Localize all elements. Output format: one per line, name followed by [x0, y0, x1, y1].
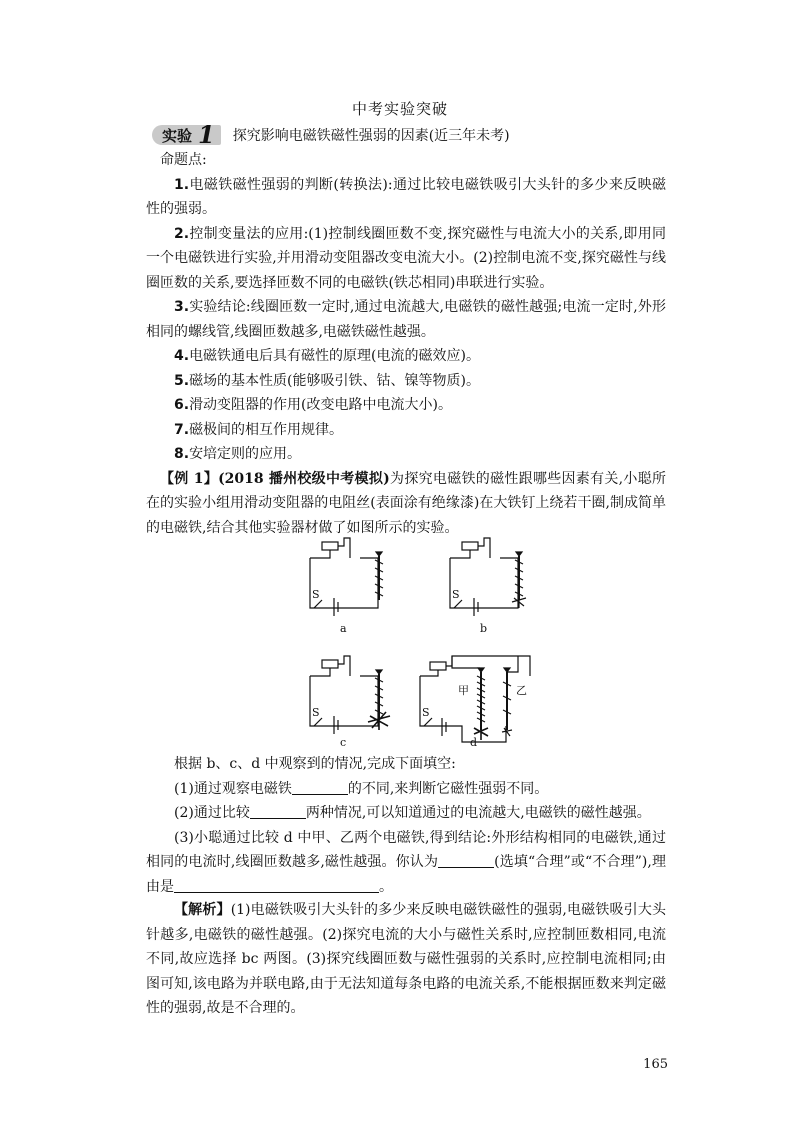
experiment-title: 探究影响电磁铁磁性强弱的因素(近三年未考): [232, 128, 510, 144]
point-3: 3.实验结论:线圈匝数一定时,通过电流越大,电磁铁的磁性越强;电流一定时,外形相同的螺线管,线圈匝数越多,电磁铁磁性越强。: [146, 299, 666, 340]
page-title: 中考实验突破: [351, 100, 448, 118]
questions-intro: 根据 b、c、d 中观察到的情况,完成下面填空:: [174, 756, 456, 772]
experiment-heading: [152, 120, 510, 149]
figure-label-c: c: [340, 736, 347, 748]
switch-label-d: S: [422, 706, 430, 719]
figure-label-b: b: [480, 622, 488, 635]
point-2: 2.控制变量法的应用:(1)控制线圈匝数不变,探究磁性与电流大小的关系,即用同一个电磁铁进行实验,并用滑动变阻器改变电流大小。(2)控制电流不变,探究磁性与线圈匝数的关系,要选择匝数不同的电磁铁(铁芯相同)串联进行实验。: [146, 225, 666, 291]
experiment-number: 1: [198, 120, 215, 149]
point-8: 8.安培定则的应用。: [174, 446, 302, 462]
point-7: 7.磁极间的相互作用规律。: [174, 421, 344, 438]
point-4: 4.电磁铁通电后具有磁性的原理(电流的磁效应)。: [174, 348, 480, 364]
circuit-b: [450, 538, 526, 616]
magnet-label-jia: 甲: [458, 684, 469, 697]
points-section: [146, 148, 666, 540]
figure-label-d: d: [470, 736, 478, 748]
switch-label-a: S: [312, 588, 320, 601]
example-paragraph: 【例 1】(2018 播州校级中考模拟)为探究电磁铁的磁性跟哪些因素有关,小聪所在的实验小组用滑动变阻器的电阻丝(表面涂有绝缘漆)在大铁钉上绕若干圈,制成简单的电磁铁,结合其他实验器材做了如图所示的实验。: [146, 470, 666, 536]
answer-blank-4[interactable]: [174, 878, 379, 893]
experiment-word: 实验: [162, 126, 193, 145]
circuit-c: [310, 656, 390, 734]
circuit-figures: [300, 528, 550, 748]
analysis-section: [146, 898, 666, 1021]
points-label: 命题点:: [160, 152, 207, 168]
question-2: (2)通过比较 两种情况,可以知道通过的电流越大,电磁铁的磁性越强。: [174, 805, 651, 821]
question-1: (1)通过观察电磁铁 的不同,来判断它磁性强弱不同。: [174, 780, 549, 797]
experiment-badge: [152, 120, 221, 149]
switch-label-b: S: [452, 588, 460, 601]
questions-section: [146, 752, 666, 899]
question-3: (3)小聪通过比较 d 中甲、乙两个电磁铁,得到结论:外形结构相同的电磁铁,通过相同的电流时,线圈匝数越多,磁性越强。你认为 (选填“合理”或“不合理”),理由是 。: [146, 829, 666, 895]
answer-blank-2[interactable]: [250, 804, 306, 819]
point-5: 5.磁场的基本性质(能够吸引铁、钴、镍等物质)。: [174, 372, 480, 389]
point-6: 6.滑动变阻器的作用(改变电路中电流大小)。: [174, 397, 452, 413]
switch-label-c: S: [312, 706, 320, 719]
figure-label-a: a: [340, 622, 347, 635]
circuit-a: [310, 538, 383, 616]
answer-blank-3[interactable]: [438, 853, 494, 868]
page-number: 165: [643, 1057, 668, 1072]
analysis-paragraph: 【解析】(1)电磁铁吸引大头针的多少来反映电磁铁磁性的强弱,电磁铁吸引大头针越多,电磁铁的磁性越强。(2)探究电流的大小与磁性关系时,应控制匝数相同,电流不同,故应选择 bc 两图。(3)探究线圈匝数与磁性强弱的关系时,应控制电流相同;由图可知,该电路为并联电路,由于无法知道每条电路的电流关系,不能根据匝数来判定磁性的强弱,故是不合理的。: [146, 902, 667, 1016]
circuit-d: [420, 656, 530, 742]
answer-blank-1[interactable]: [292, 780, 348, 795]
magnet-label-yi: 乙: [516, 684, 527, 697]
point-1: 1.电磁铁磁性强弱的判断(转换法):通过比较电磁铁吸引大头针的多少来反映磁性的强弱。: [146, 176, 666, 217]
